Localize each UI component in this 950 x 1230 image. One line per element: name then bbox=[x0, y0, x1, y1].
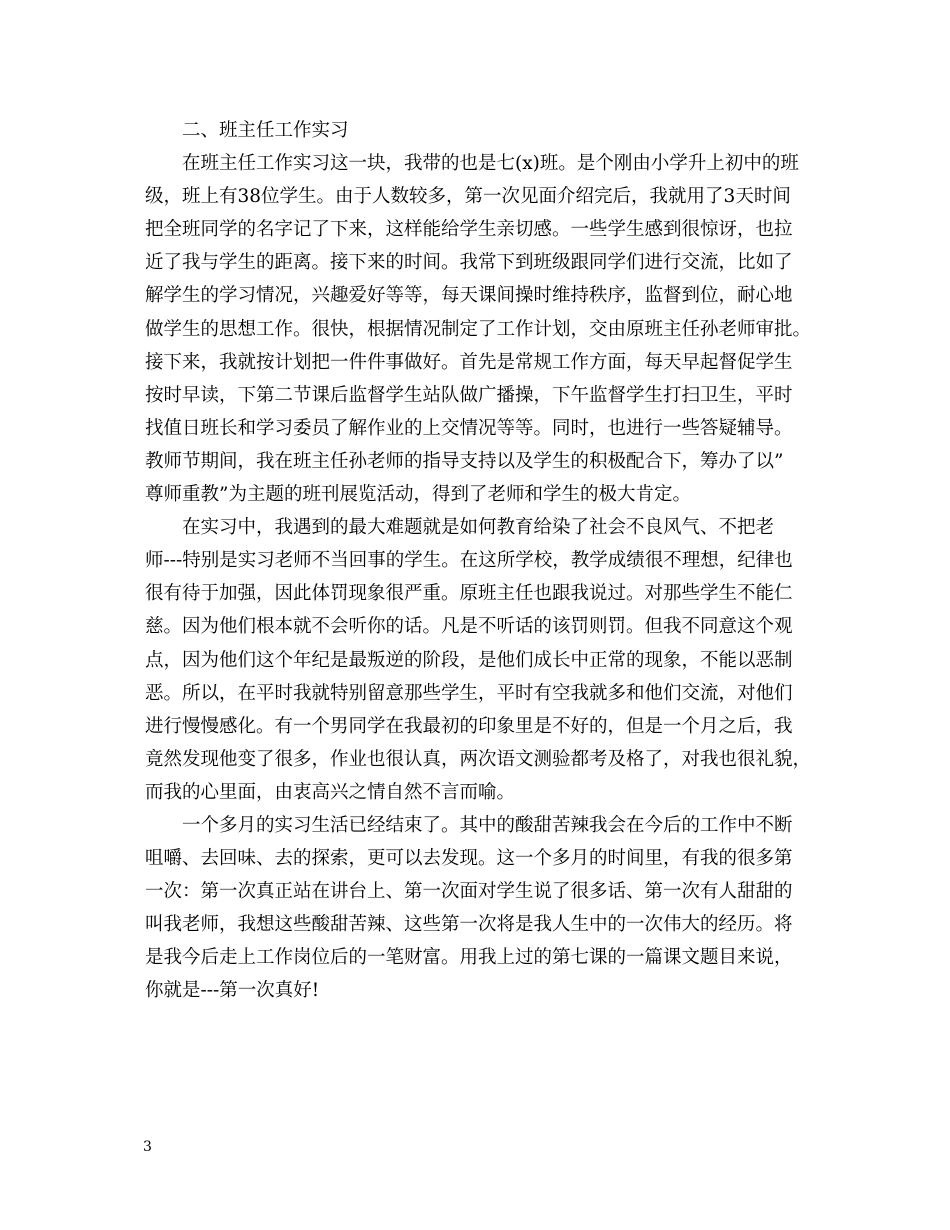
section-heading: 二、班主任工作实习 bbox=[182, 120, 349, 141]
paragraph-line: 竟然发现他变了很多，作业也很认真，两次语文测验都考及格了，对我也很礼貌， bbox=[145, 748, 812, 770]
paragraph-line: 接下来，我就按计划把一件件事做好。首先是常规工作方面，每天早起督促学生 bbox=[145, 351, 793, 373]
paragraph-line: 你就是---第一次真好! bbox=[145, 980, 320, 1002]
paragraph-line: 慈。因为他们根本就不会听你的话。凡是不听话的该罚则罚。但我不同意这个观 bbox=[145, 616, 793, 638]
paragraph-line: 在实习中，我遇到的最大难题就是如何教育给染了社会不良风气、不把老 bbox=[182, 517, 775, 539]
paragraph-1 bbox=[145, 147, 812, 511]
paragraph-line: 一个多月的实习生活已经结束了。其中的酸甜苦辣我会在今后的工作中不断 bbox=[182, 814, 793, 836]
paragraph-line: 做学生的思想工作。很快，根据情况制定了工作计划，交由原班主任孙老师审批。 bbox=[145, 318, 812, 340]
paragraph-line: 恶。所以，在平时我就特别留意那些学生，平时有空我就多和他们交流，对他们 bbox=[145, 682, 793, 704]
paragraph-line: 而我的心里面，由衷高兴之情自然不言而喻。 bbox=[145, 781, 516, 803]
paragraph-3 bbox=[145, 809, 805, 1008]
paragraph-line: 一次：第一次真正站在讲台上、第一次面对学生说了很多话、第一次有人甜甜的 bbox=[145, 881, 793, 903]
paragraph-line: 解学生的学习情况，兴趣爱好等等，每天课间操时维持秩序，监督到位，耐心地 bbox=[145, 285, 793, 307]
paragraph-line: 尊师重教”为主题的班刊展览活动，得到了老师和学生的极大肯定。 bbox=[145, 484, 691, 506]
paragraph-line: 师---特别是实习老师不当回事的学生。在这所学校，教学成绩很不理想，纪律也 bbox=[145, 550, 793, 572]
paragraph-line: 进行慢慢感化。有一个男同学在我最初的印象里是不好的，但是一个月之后，我 bbox=[145, 715, 793, 737]
paragraph-line: 叫我老师，我想这些酸甜苦辣、这些第一次将是我人生中的一次伟大的经历。将 bbox=[145, 914, 793, 936]
paragraph-line: 很有待于加强，因此体罚现象很严重。原班主任也跟我说过。对那些学生不能仁 bbox=[145, 583, 793, 605]
paragraph-line: 按时早读，下第二节课后监督学生站队做广播操，下午监督学生打扫卫生，平时 bbox=[145, 384, 793, 406]
document-body bbox=[145, 114, 812, 1008]
paragraph-line: 级，班上有38位学生。由于人数较多，第一次见面介绍完后，我就用了3天时间 bbox=[145, 186, 791, 208]
paragraph-line: 找值日班长和学习委员了解作业的上交情况等等。同时，也进行一些答疑辅导。 bbox=[145, 417, 793, 439]
paragraph-line: 教师节期间，我在班主任孙老师的指导支持以及学生的积极配合下，筹办了以” bbox=[145, 450, 784, 472]
paragraph-line: 咀嚼、去回味、去的探索，更可以去发现。这一个多月的时间里，有我的很多第 bbox=[145, 848, 793, 870]
paragraph-line: 在班主任工作实习这一块，我带的也是七(x)班。是个刚由小学升上初中的班 bbox=[182, 153, 799, 175]
page-number: 3 bbox=[143, 1139, 152, 1155]
paragraph-line: 把全班同学的名字记了下来，这样能给学生亲切感。一些学生感到很惊讶，也拉 bbox=[145, 219, 793, 241]
paragraph-line: 是我今后走上工作岗位后的一笔财富。用我上过的第七课的一篇课文题目来说， bbox=[145, 947, 793, 969]
paragraph-2 bbox=[145, 511, 812, 809]
paragraph-line: 近了我与学生的距离。接下来的时间。我常下到班级跟同学们进行交流，比如了 bbox=[145, 252, 793, 274]
paragraph-line: 点，因为他们这个年纪是最叛逆的阶段，是他们成长中正常的现象，不能以恶制 bbox=[145, 649, 793, 671]
